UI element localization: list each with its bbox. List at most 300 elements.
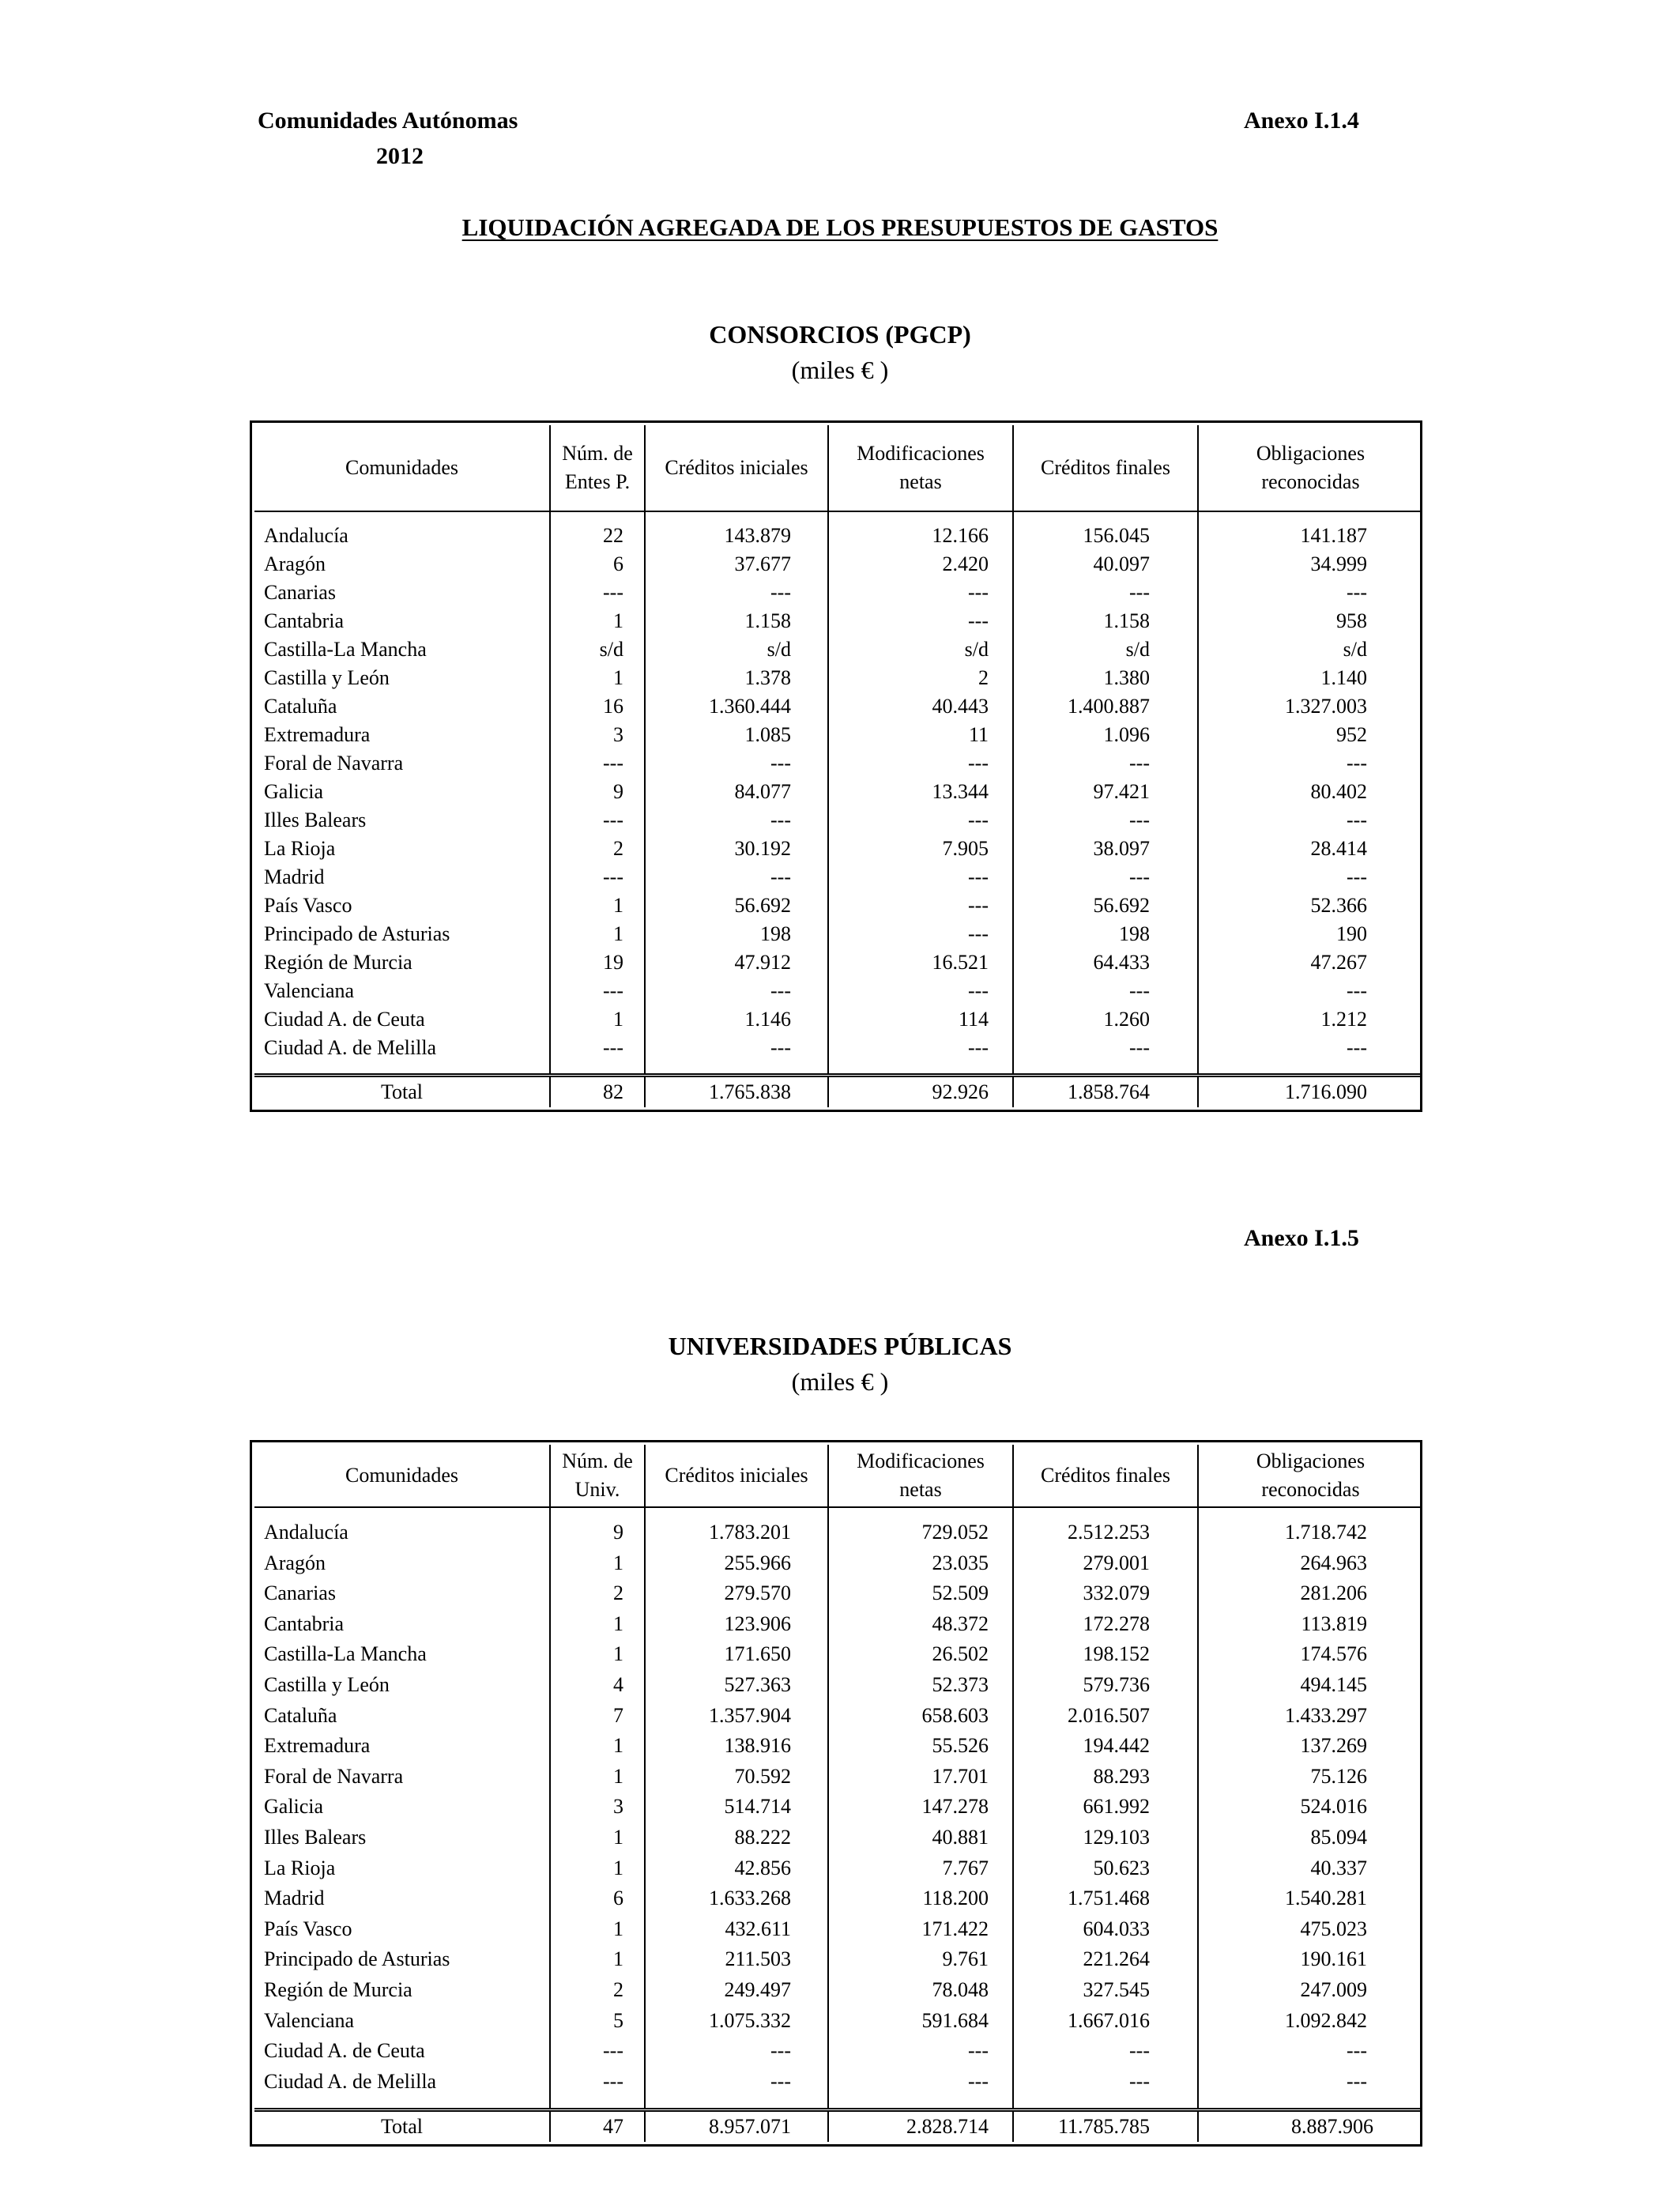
cell-creditos-iniciales: 279.570 (645, 1578, 828, 1609)
cell-creditos-finales: 604.033 (1013, 1914, 1198, 1945)
table-row (254, 977, 1422, 1005)
cell-creditos-finales: 1.096 (1013, 721, 1198, 749)
cell-num: 1 (550, 920, 645, 948)
cell-creditos-iniciales: 171.650 (645, 1639, 828, 1670)
cell-modificaciones: --- (828, 806, 1013, 835)
cell-creditos-finales: --- (1013, 863, 1198, 892)
cell-creditos-iniciales: --- (645, 863, 828, 892)
col-header-obligaciones: Obligaciones reconocidas (1198, 425, 1422, 511)
cell-creditos-finales: 1.400.887 (1013, 692, 1198, 721)
col-header-num-univ: Núm. de Univ. (550, 1445, 645, 1507)
table-row (254, 1005, 1422, 1034)
table-row (254, 1701, 1422, 1732)
cell-num: 2 (550, 1975, 645, 2006)
cell-comunidad: Cantabria (264, 1612, 345, 1635)
cell-creditos-iniciales: 249.497 (645, 1975, 828, 2006)
cell-creditos-iniciales: 47.912 (645, 948, 828, 977)
cell-modificaciones: 11 (828, 721, 1013, 749)
table-row (254, 1883, 1422, 1914)
cell-num: 5 (550, 2006, 645, 2037)
cell-num: --- (550, 2036, 645, 2067)
cell-obligaciones: --- (1198, 2067, 1422, 2110)
cell-creditos-iniciales: --- (645, 749, 828, 778)
cell-num: 2 (550, 1578, 645, 1609)
cell-creditos-finales: s/d (1013, 635, 1198, 664)
cell-num: 1 (550, 1609, 645, 1640)
table1-title: CONSORCIOS (PGCP) (709, 320, 971, 349)
cell-creditos-finales: 88.293 (1013, 1762, 1198, 1793)
cell-creditos-finales: --- (1013, 2036, 1198, 2067)
cell-obligaciones: 28.414 (1198, 835, 1422, 863)
cell-modificaciones: s/d (828, 635, 1013, 664)
cell-creditos-iniciales: 42.856 (645, 1853, 828, 1884)
cell-creditos-iniciales: s/d (645, 635, 828, 664)
universidades-table (254, 1445, 1422, 2142)
cell-obligaciones: s/d (1198, 635, 1422, 664)
cell-num: 3 (550, 1792, 645, 1823)
cell-creditos-iniciales: 138.916 (645, 1731, 828, 1762)
cell-obligaciones: 1.212 (1198, 1005, 1422, 1034)
table-row (254, 607, 1422, 635)
cell-obligaciones: 113.819 (1198, 1609, 1422, 1640)
cell-num: 6 (550, 550, 645, 579)
table1-unit: (miles € ) (791, 356, 889, 384)
table-row (254, 1853, 1422, 1884)
table-total-row (254, 1076, 1422, 1108)
col-header-comunidades: Comunidades (254, 1445, 550, 1507)
cell-creditos-finales: --- (1013, 2067, 1198, 2110)
cell-comunidad: Aragón (264, 1551, 326, 1574)
cell-creditos-iniciales: 37.677 (645, 550, 828, 579)
cell-creditos-iniciales: 56.692 (645, 892, 828, 920)
cell-num: 1 (550, 1823, 645, 1853)
cell-obligaciones: 1.718.742 (1198, 1507, 1422, 1548)
cell-num: --- (550, 977, 645, 1005)
table-row (254, 1034, 1422, 1076)
cell-num: 1 (550, 1762, 645, 1793)
cell-comunidad: Foral de Navarra (264, 752, 404, 775)
cell-obligaciones: 952 (1198, 721, 1422, 749)
cell-creditos-iniciales: 514.714 (645, 1792, 828, 1823)
cell-comunidad: Castilla y León (264, 1672, 390, 1696)
cell-creditos-finales: 172.278 (1013, 1609, 1198, 1640)
cell-creditos-finales: --- (1013, 749, 1198, 778)
col-header-modificaciones: Modificaciones netas (828, 1445, 1013, 1507)
cell-modificaciones: 591.684 (828, 2006, 1013, 2037)
cell-comunidad: Canarias (264, 581, 336, 604)
col-header-comunidades: Comunidades (254, 425, 550, 511)
cell-num: s/d (550, 635, 645, 664)
cell-comunidad: País Vasco (264, 1917, 352, 1940)
cell-modificaciones: --- (828, 892, 1013, 920)
cell-comunidad: Illes Balears (264, 1825, 367, 1849)
cell-modificaciones: 40.443 (828, 692, 1013, 721)
table1-frame (250, 420, 1422, 1112)
cell-obligaciones: --- (1198, 2036, 1422, 2067)
table-header-row (254, 1445, 1422, 1507)
cell-obligaciones: 80.402 (1198, 778, 1422, 806)
cell-obligaciones: 141.187 (1198, 511, 1422, 550)
cell-modificaciones: 7.905 (828, 835, 1013, 863)
table-row (254, 1639, 1422, 1670)
table-row (254, 1507, 1422, 1548)
cell-obligaciones: --- (1198, 863, 1422, 892)
cell-creditos-iniciales: 123.906 (645, 1609, 828, 1640)
cell-obligaciones: 958 (1198, 607, 1422, 635)
table-row (254, 2067, 1422, 2110)
table2-frame (250, 1440, 1422, 2147)
cell-creditos-iniciales: 211.503 (645, 1944, 828, 1975)
cell-creditos-finales: 198 (1013, 920, 1198, 948)
cell-obligaciones: 52.366 (1198, 892, 1422, 920)
cell-creditos-finales: 1.667.016 (1013, 2006, 1198, 2037)
cell-comunidad: Galicia (264, 1795, 324, 1819)
cell-creditos-iniciales: --- (645, 806, 828, 835)
cell-obligaciones: --- (1198, 1034, 1422, 1076)
total-creditos-iniciales: 1.765.838 (645, 1076, 828, 1108)
cell-comunidad: Extremadura (264, 723, 371, 746)
cell-obligaciones: 190 (1198, 920, 1422, 948)
cell-modificaciones: 26.502 (828, 1639, 1013, 1670)
cell-creditos-iniciales: 1.075.332 (645, 2006, 828, 2037)
cell-creditos-finales: 1.260 (1013, 1005, 1198, 1034)
table-row (254, 1823, 1422, 1853)
section-title: Comunidades Autónomas (258, 107, 518, 134)
cell-modificaciones: 729.052 (828, 1507, 1013, 1548)
col-header-modificaciones: Modificaciones netas (828, 425, 1013, 511)
cell-modificaciones: 48.372 (828, 1609, 1013, 1640)
table-row (254, 635, 1422, 664)
cell-comunidad: Valenciana (264, 2008, 355, 2032)
cell-obligaciones: 247.009 (1198, 1975, 1422, 2006)
cell-num: 1 (550, 1853, 645, 1884)
cell-obligaciones: 75.126 (1198, 1762, 1422, 1793)
cell-modificaciones: 17.701 (828, 1762, 1013, 1793)
cell-creditos-finales: 661.992 (1013, 1792, 1198, 1823)
cell-num: 1 (550, 892, 645, 920)
consorcios-table (254, 425, 1422, 1107)
cell-creditos-finales: 198.152 (1013, 1639, 1198, 1670)
cell-comunidad: Castilla y León (264, 666, 390, 689)
total-modificaciones: 92.926 (828, 1076, 1013, 1108)
cell-comunidad: Castilla-La Mancha (264, 1642, 427, 1666)
cell-num: 2 (550, 835, 645, 863)
cell-creditos-iniciales: 1.085 (645, 721, 828, 749)
cell-num: 1 (550, 607, 645, 635)
cell-comunidad: Principado de Asturias (264, 1947, 450, 1971)
cell-num: --- (550, 749, 645, 778)
cell-comunidad: Cataluña (264, 1703, 337, 1727)
total-modificaciones: 2.828.714 (828, 2110, 1013, 2143)
cell-modificaciones: 13.344 (828, 778, 1013, 806)
cell-modificaciones: 52.373 (828, 1670, 1013, 1701)
cell-creditos-finales: 332.079 (1013, 1578, 1198, 1609)
cell-num: --- (550, 579, 645, 607)
cell-modificaciones: --- (828, 2067, 1013, 2110)
cell-creditos-iniciales: 1.357.904 (645, 1701, 828, 1732)
cell-num: 19 (550, 948, 645, 977)
cell-obligaciones: 1.140 (1198, 664, 1422, 692)
cell-modificaciones: 2 (828, 664, 1013, 692)
cell-comunidad: Principado de Asturias (264, 922, 450, 945)
cell-creditos-finales: 194.442 (1013, 1731, 1198, 1762)
cell-creditos-finales: 579.736 (1013, 1670, 1198, 1701)
cell-creditos-iniciales: 1.360.444 (645, 692, 828, 721)
cell-modificaciones: 2.420 (828, 550, 1013, 579)
table-row (254, 1609, 1422, 1640)
cell-obligaciones: --- (1198, 806, 1422, 835)
cell-comunidad: Ciudad A. de Melilla (264, 1036, 437, 1059)
cell-creditos-finales: 221.264 (1013, 1944, 1198, 1975)
cell-modificaciones: 147.278 (828, 1792, 1013, 1823)
cell-modificaciones: 658.603 (828, 1701, 1013, 1732)
cell-num: 16 (550, 692, 645, 721)
cell-obligaciones: 1.540.281 (1198, 1883, 1422, 1914)
cell-comunidad: Castilla-La Mancha (264, 638, 427, 661)
total-creditos-iniciales: 8.957.071 (645, 2110, 828, 2143)
table-row (254, 1762, 1422, 1793)
cell-creditos-finales: 2.512.253 (1013, 1507, 1198, 1548)
cell-num: 1 (550, 1005, 645, 1034)
cell-num: 6 (550, 1883, 645, 1914)
cell-modificaciones: 40.881 (828, 1823, 1013, 1853)
cell-creditos-finales: 50.623 (1013, 1853, 1198, 1884)
cell-creditos-iniciales: 1.146 (645, 1005, 828, 1034)
table-row (254, 892, 1422, 920)
cell-comunidad: La Rioja (264, 1856, 336, 1879)
cell-obligaciones: --- (1198, 579, 1422, 607)
table-row (254, 511, 1422, 550)
cell-num: 3 (550, 721, 645, 749)
cell-obligaciones: --- (1198, 977, 1422, 1005)
cell-obligaciones: 264.963 (1198, 1548, 1422, 1579)
annex-label-1: Anexo I.1.4 (1244, 107, 1359, 134)
cell-creditos-iniciales: --- (645, 1034, 828, 1076)
table-row (254, 1792, 1422, 1823)
cell-creditos-finales: 2.016.507 (1013, 1701, 1198, 1732)
cell-creditos-iniciales: 1.158 (645, 607, 828, 635)
cell-obligaciones: 174.576 (1198, 1639, 1422, 1670)
total-obligaciones: 1.716.090 (1198, 1076, 1422, 1108)
cell-modificaciones: --- (828, 920, 1013, 948)
col-header-creditos-iniciales: Créditos iniciales (645, 425, 828, 511)
cell-modificaciones: 52.509 (828, 1578, 1013, 1609)
cell-creditos-iniciales: --- (645, 579, 828, 607)
cell-obligaciones: 494.145 (1198, 1670, 1422, 1701)
cell-num: 1 (550, 1639, 645, 1670)
cell-comunidad: Madrid (264, 1887, 325, 1910)
cell-obligaciones: 1.092.842 (1198, 2006, 1422, 2037)
col-header-creditos-finales: Créditos finales (1013, 1445, 1198, 1507)
cell-creditos-finales: --- (1013, 579, 1198, 607)
cell-comunidad: Cantabria (264, 609, 345, 632)
cell-obligaciones: 137.269 (1198, 1731, 1422, 1762)
cell-modificaciones: 9.761 (828, 1944, 1013, 1975)
cell-creditos-iniciales: 198 (645, 920, 828, 948)
cell-num: 1 (550, 1914, 645, 1945)
total-num: 47 (550, 2110, 645, 2143)
cell-modificaciones: --- (828, 607, 1013, 635)
cell-obligaciones: 1.433.297 (1198, 1701, 1422, 1732)
cell-creditos-iniciales: 143.879 (645, 511, 828, 550)
col-header-creditos-iniciales: Créditos iniciales (645, 1445, 828, 1507)
cell-creditos-iniciales: 70.592 (645, 1762, 828, 1793)
table-total-row (254, 2110, 1422, 2143)
table-row (254, 1548, 1422, 1579)
cell-modificaciones: 171.422 (828, 1914, 1013, 1945)
cell-num: 1 (550, 1731, 645, 1762)
cell-comunidad: Región de Murcia (264, 1977, 412, 2001)
cell-creditos-finales: 56.692 (1013, 892, 1198, 920)
table-row (254, 1975, 1422, 2006)
total-creditos-finales: 11.785.785 (1013, 2110, 1198, 2143)
total-label: Total (254, 2110, 550, 2143)
cell-creditos-finales: --- (1013, 1034, 1198, 1076)
cell-modificaciones: --- (828, 749, 1013, 778)
cell-obligaciones: 524.016 (1198, 1792, 1422, 1823)
cell-creditos-finales: 279.001 (1013, 1548, 1198, 1579)
table-header-row (254, 425, 1422, 511)
col-header-creditos-finales: Créditos finales (1013, 425, 1198, 511)
cell-creditos-iniciales: 255.966 (645, 1548, 828, 1579)
cell-creditos-finales: 97.421 (1013, 778, 1198, 806)
total-num: 82 (550, 1076, 645, 1108)
cell-modificaciones: 23.035 (828, 1548, 1013, 1579)
cell-modificaciones: 16.521 (828, 948, 1013, 977)
cell-modificaciones: 12.166 (828, 511, 1013, 550)
cell-obligaciones: 190.161 (1198, 1944, 1422, 1975)
cell-modificaciones: 78.048 (828, 1975, 1013, 2006)
cell-creditos-finales: 156.045 (1013, 511, 1198, 550)
cell-creditos-finales: 40.097 (1013, 550, 1198, 579)
cell-comunidad: Cataluña (264, 695, 337, 718)
cell-modificaciones: --- (828, 2036, 1013, 2067)
cell-obligaciones: 34.999 (1198, 550, 1422, 579)
cell-comunidad: Illes Balears (264, 809, 367, 831)
page-title: LIQUIDACIÓN AGREGADA DE LOS PRESUPUESTOS DE GASTOS (461, 213, 1219, 241)
cell-creditos-iniciales: 84.077 (645, 778, 828, 806)
cell-creditos-finales: 1.380 (1013, 664, 1198, 692)
table-row (254, 920, 1422, 948)
cell-creditos-iniciales: 88.222 (645, 1823, 828, 1853)
cell-comunidad: Ciudad A. de Ceuta (264, 2039, 425, 2063)
table-row (254, 664, 1422, 692)
col-header-obligaciones: Obligaciones reconocidas (1198, 1445, 1422, 1507)
cell-modificaciones: --- (828, 1034, 1013, 1076)
table-row (254, 1670, 1422, 1701)
cell-comunidad: Andalucía (264, 1521, 348, 1544)
table-row (254, 948, 1422, 977)
table-row (254, 863, 1422, 892)
cell-creditos-iniciales: 30.192 (645, 835, 828, 863)
cell-creditos-finales: 64.433 (1013, 948, 1198, 977)
cell-comunidad: País Vasco (264, 894, 352, 917)
table2-title: UNIVERSIDADES PÚBLICAS (668, 1332, 1012, 1360)
cell-creditos-finales: 38.097 (1013, 835, 1198, 863)
table2-unit: (miles € ) (791, 1367, 889, 1396)
cell-num: 9 (550, 778, 645, 806)
table-row (254, 1914, 1422, 1945)
cell-obligaciones: 85.094 (1198, 1823, 1422, 1853)
cell-obligaciones: 40.337 (1198, 1853, 1422, 1884)
cell-creditos-finales: --- (1013, 806, 1198, 835)
cell-modificaciones: 7.767 (828, 1853, 1013, 1884)
cell-num: 1 (550, 1548, 645, 1579)
table-row (254, 721, 1422, 749)
cell-comunidad: La Rioja (264, 837, 336, 860)
cell-obligaciones: 1.327.003 (1198, 692, 1422, 721)
cell-modificaciones: 114 (828, 1005, 1013, 1034)
cell-comunidad: Región de Murcia (264, 951, 412, 974)
cell-comunidad: Canarias (264, 1581, 336, 1605)
total-creditos-finales: 1.858.764 (1013, 1076, 1198, 1108)
cell-modificaciones: 118.200 (828, 1883, 1013, 1914)
table-row (254, 749, 1422, 778)
table-row (254, 778, 1422, 806)
cell-comunidad: Ciudad A. de Ceuta (264, 1008, 425, 1031)
cell-creditos-iniciales: 1.633.268 (645, 1883, 828, 1914)
cell-obligaciones: --- (1198, 749, 1422, 778)
cell-comunidad: Madrid (264, 865, 325, 888)
cell-num: 1 (550, 1944, 645, 1975)
cell-comunidad: Foral de Navarra (264, 1764, 404, 1788)
table-row (254, 806, 1422, 835)
cell-modificaciones: 55.526 (828, 1731, 1013, 1762)
cell-creditos-finales: 1.751.468 (1013, 1883, 1198, 1914)
cell-creditos-iniciales: --- (645, 2036, 828, 2067)
cell-creditos-finales: --- (1013, 977, 1198, 1005)
cell-comunidad: Valenciana (264, 979, 355, 1002)
table-row (254, 1944, 1422, 1975)
cell-creditos-iniciales: 432.611 (645, 1914, 828, 1945)
year-label: 2012 (376, 143, 424, 169)
cell-obligaciones: 47.267 (1198, 948, 1422, 977)
cell-comunidad: Aragón (264, 552, 326, 575)
col-header-num-entes: Núm. de Entes P. (550, 425, 645, 511)
cell-modificaciones: --- (828, 977, 1013, 1005)
table-row (254, 1731, 1422, 1762)
cell-modificaciones: --- (828, 863, 1013, 892)
cell-comunidad: Extremadura (264, 1734, 371, 1758)
total-label: Total (254, 1076, 550, 1108)
cell-num: --- (550, 863, 645, 892)
cell-num: 9 (550, 1507, 645, 1548)
table-row (254, 835, 1422, 863)
cell-num: 22 (550, 511, 645, 550)
table-row (254, 692, 1422, 721)
cell-creditos-iniciales: --- (645, 977, 828, 1005)
table-row (254, 1578, 1422, 1609)
cell-num: 1 (550, 664, 645, 692)
cell-comunidad: Ciudad A. de Melilla (264, 2069, 437, 2093)
cell-num: 4 (550, 1670, 645, 1701)
total-obligaciones: 8.887.906 (1198, 2110, 1422, 2143)
cell-creditos-iniciales: 1.783.201 (645, 1507, 828, 1548)
cell-num: --- (550, 2067, 645, 2110)
cell-creditos-iniciales: 1.378 (645, 664, 828, 692)
table-row (254, 2006, 1422, 2037)
cell-modificaciones: --- (828, 579, 1013, 607)
cell-num: 7 (550, 1701, 645, 1732)
cell-num: --- (550, 806, 645, 835)
cell-creditos-finales: 129.103 (1013, 1823, 1198, 1853)
table-row (254, 2036, 1422, 2067)
cell-creditos-finales: 327.545 (1013, 1975, 1198, 2006)
table-row (254, 550, 1422, 579)
cell-creditos-finales: 1.158 (1013, 607, 1198, 635)
cell-creditos-iniciales: 527.363 (645, 1670, 828, 1701)
cell-creditos-iniciales: --- (645, 2067, 828, 2110)
